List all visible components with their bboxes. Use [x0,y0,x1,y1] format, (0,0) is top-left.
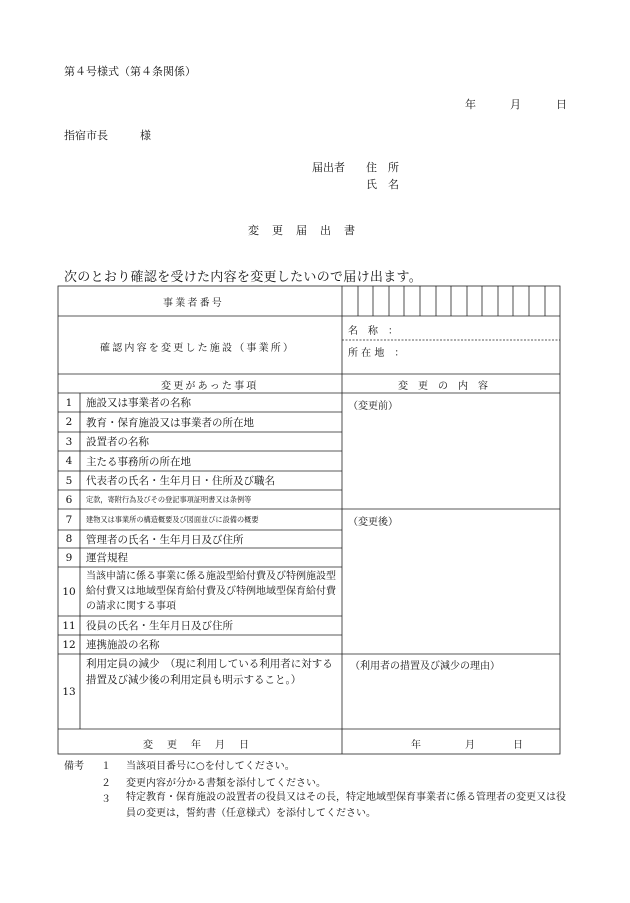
item-number: 10 [62,585,76,598]
note-text: 変更内容が分かる書類を添付してください。 [126,778,326,789]
change-date-day: 日 [513,740,523,751]
item-text: 代表者の氏名・生年月日・住所及び職名 [86,475,275,487]
intro-text: 次のとおり確認を受けた内容を変更したいので届け出ます。 [64,270,423,285]
facility-address-label: 所 在 地 ： [348,348,405,359]
before-label: （変更前） [348,401,398,412]
facility-name-label: 名 称 ： [348,326,398,337]
notifier-label: 届出者 [312,161,345,174]
header-year: 年 [465,98,476,111]
item-number: 6 [65,493,73,506]
note-text: 当該項目番号に○を付してください。 [126,761,295,772]
item-text: 建物又は事業所の構造概要及び図面並びに設備の概要 [86,514,259,524]
change-date-year: 年 [411,740,421,751]
item-text: 施設又は事業者の名称 [86,397,191,409]
item-number: 1 [65,396,73,409]
change-content-header: 変 更 の 内 容 [398,381,488,392]
change-date-label: 変 更 年 月 日 [143,740,251,751]
header-day: 日 [556,98,567,111]
item-number: 12 [62,638,76,651]
form-number: 第４号様式（第４条関係） [64,65,196,78]
item-text: 役員の氏名・生年月日及び住所 [86,620,233,632]
item-text: 主たる事務所の所在地 [86,455,191,468]
item-number: 2 [65,416,73,428]
note-number: ３ [101,794,111,805]
notifier-name-label: 氏 名 [366,178,399,191]
note-text: 特定教育・保育施設の設置者の役員又はその長，特定地域型保育事業者に係る管理者の変更又は役員の変更は，誓約書（任意様式）を添付してください。 [126,792,566,819]
item-number: 11 [62,619,76,632]
changed-items-header: 変更があった事項 [161,381,259,392]
addressee-name: 指宿市長 [64,129,108,142]
item-text: 管理者の氏名・生年月日及び住所 [86,533,244,546]
note-number: １ [101,761,111,772]
facility-label: 確認内容を変更した施設（事業所） [100,343,296,354]
item-text: 運営規程 [86,552,128,564]
header-month: 月 [510,98,521,111]
after-label: （変更後） [348,517,398,528]
item-text: 教育・保育施設又は事業者の所在地 [86,416,254,429]
change-date-month: 月 [465,740,475,751]
item-number: 7 [65,513,73,526]
item-number: 4 [65,455,73,467]
item-text: 設置者の名称 [86,436,149,448]
addressee-honorific: 様 [140,129,151,142]
item-text: 利用定員の減少 （現に利用している利用者に対する措置及び減少後の利用定員も明示すること。） [86,658,333,686]
operator-number-label: 事業者番号 [163,298,224,309]
notifier-address-label: 住 所 [366,161,399,174]
item-text: 連携施設の名称 [86,639,160,651]
notes-label: 備考 [64,761,84,772]
item-number: 13 [62,685,76,698]
item-number: 9 [65,551,73,564]
item-number: 5 [65,474,73,487]
item-number: 3 [65,435,73,448]
item-text: 当該申請に係る事業に係る施設型給付費及び特例施設型給付費又は地域型保育給付費及び特例地域型保育給付費の請求に関する事項 [86,571,336,612]
document-title: 変 更 届 出 書 [248,224,356,237]
item-number: 8 [65,533,73,545]
note-number: ２ [101,778,111,789]
reason-label: （利用者の措置及び減少の理由） [350,661,500,672]
item-text: 定款，寄附行為及びその登記事項証明書又は条例等 [86,494,252,504]
